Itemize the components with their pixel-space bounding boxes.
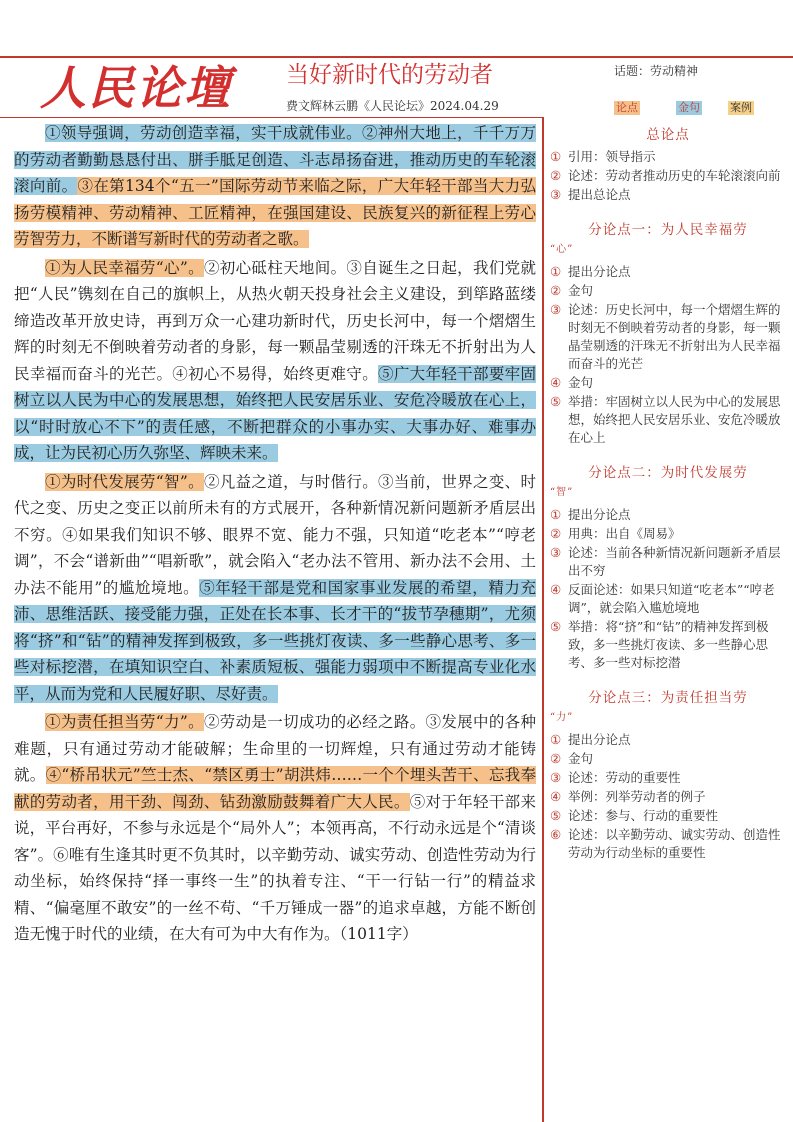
argument-highlight: ④“桥吊状元”竺士杰、“禁区勇士”胡洪炜……一个个埋头苦干、忘我奉献的劳动者，用干劲、闯劲、钻劲激励鼓舞着广大人民。 bbox=[14, 766, 536, 811]
topic-label: 话题：劳动精神 bbox=[614, 64, 699, 78]
item-text: 引用：领导指示 bbox=[568, 149, 656, 164]
annotation-item bbox=[550, 788, 786, 806]
quote-highlight: ⑤广大年轻干部要牢固树立以人民为中心的发展思想，始终把人民安居乐业、安危冷暖放在心上，以“时时放心不下”的责任感，不断把群众的小事办实、大事办好、难事办成，让为民初心历久弥坚、辉映未来。 bbox=[14, 364, 536, 462]
quote-highlight: ⑤年轻干部是党和国家事业发展的希望，精力充沛、思维活跃、接受能力强，正处在长本事、长才干的“拔节孕穗期”，尤须将“挤”和“钻”的精神发挥到极致，多一些挑灯夜读、多一些静心思考、多一些对标挖潜，在填知识空白、补素质短板、强能力弱项中不断提高专业化水平，从而为党和人民履好职、尽好责。 bbox=[14, 578, 536, 703]
item-text: 金句 bbox=[568, 751, 594, 766]
item-number: ④ bbox=[550, 582, 562, 597]
paragraph bbox=[14, 255, 536, 467]
item-number: ④ bbox=[550, 375, 562, 390]
annotation-item bbox=[550, 393, 786, 447]
section-title: 总论点 bbox=[646, 127, 690, 143]
item-number: ① bbox=[550, 507, 562, 522]
item-text: 金句 bbox=[568, 375, 594, 390]
annotation-item bbox=[550, 282, 786, 300]
item-text: 举措：将“挤”和“钻”的精神发挥到极致，多一些挑灯夜读、多一些静心思考、多一些对标挖潜 bbox=[568, 619, 769, 670]
annotation-sidebar bbox=[550, 120, 786, 873]
section-title-suffix: “力” bbox=[550, 712, 574, 723]
legend-quote: 金句 bbox=[678, 101, 700, 114]
annotation-item bbox=[550, 374, 786, 392]
item-number: ① bbox=[550, 264, 562, 279]
item-number: ③ bbox=[550, 187, 562, 202]
annotation-item bbox=[550, 807, 786, 825]
item-number: ③ bbox=[550, 545, 562, 560]
item-text: 金句 bbox=[568, 283, 594, 298]
annotation-item bbox=[550, 506, 786, 524]
legend-case: 案例 bbox=[730, 101, 752, 114]
annotation-item bbox=[550, 525, 786, 543]
article-title: 当好新时代的劳动者 bbox=[286, 62, 493, 88]
header-rule bbox=[0, 56, 793, 58]
item-number: ② bbox=[550, 283, 562, 298]
annotation-item bbox=[550, 263, 786, 281]
annotation-item bbox=[550, 826, 786, 862]
item-number: ⑥ bbox=[550, 827, 562, 842]
section-title: 分论点一：为人民幸福劳 bbox=[588, 222, 748, 238]
argument-highlight: ①为人民幸福劳“心”。 bbox=[45, 258, 204, 277]
annotation-item bbox=[550, 618, 786, 672]
logo: 人民论壇 bbox=[40, 61, 232, 115]
item-text: 论述：参与、行动的重要性 bbox=[568, 808, 719, 823]
annotation-item bbox=[550, 769, 786, 787]
article-body bbox=[14, 120, 536, 950]
item-text: 提出分论点 bbox=[568, 264, 631, 279]
legend-argument: 论点 bbox=[616, 101, 638, 114]
item-text: 论述：以辛勤劳动、诚实劳动、创造性劳动为行动坐标的重要性 bbox=[568, 827, 781, 860]
item-number: ② bbox=[550, 751, 562, 766]
item-text: 反面论述：如果只知道“吃老本”“哼老调”，就会陷入尴尬境地 bbox=[568, 582, 775, 615]
section-title-suffix: “智” bbox=[550, 487, 574, 498]
paragraph bbox=[14, 469, 536, 708]
quote-highlight: ②神州大地上，千千万万的劳动者勤勤恳恳付出、胼手胝足创造、斗志昂扬奋进，推动历史的车轮滚滚向前。 bbox=[14, 124, 536, 195]
body-text: ⑤对于年轻干部来说，平台再好，不参与永远是个“局外人”；本领再高，不行动永远是个“清谈客”。⑥唯有生逢其时更不负其时，以辛勤劳动、诚实劳动、创造性劳动为行动坐标，始终保持“择一事终一生”的执着专注、“干一行钻一行”的精益求精、“偏毫厘不敢安”的一丝不苟、“千万锤成一器”的追求卓越，方能不断创造无愧于时代的业绩，在大有可为中大有作为。（1011字） bbox=[14, 792, 536, 943]
content-rule bbox=[0, 117, 542, 118]
paragraph bbox=[14, 120, 536, 253]
body-text: ②劳动是一切成功的必经之路。③发展中的各种难题，只有通过劳动才能破解；生命里的一切辉煌，只有通过劳动才能铸就。 bbox=[14, 713, 536, 784]
argument-highlight: ③在第134个“五一”国际劳动节来临之际，广大年轻干部当大力弘扬劳模精神、劳动精神、工匠精神，在强国建设、民族复兴的新征程上劳心劳智劳力，不断谱写新时代的劳动者之歌。 bbox=[14, 177, 536, 248]
item-number: ⑤ bbox=[550, 394, 562, 409]
body-text: ②凡益之道，与时偕行。③当前，世界之变、时代之变、历史之变正以前所未有的方式展开，各种新情况新问题新矛盾层出不穷。④如果我们知识不够、眼界不宽、能力不强，只知道“吃老本”“哼老调”，不会“谱新曲”“唱新歌”，就会陷入“老办法不管用、新办法不会用、土办法不能用”的尴尬境地。 bbox=[14, 472, 536, 597]
item-number: ⑤ bbox=[550, 808, 562, 823]
item-text: 用典：出自《周易》 bbox=[568, 526, 681, 541]
item-number: ⑤ bbox=[550, 619, 562, 634]
item-text: 论述：当前各种新情况新问题新矛盾层出不穷 bbox=[568, 545, 781, 578]
item-text: 论述：劳动者推动历史的车轮滚滚向前 bbox=[568, 168, 781, 183]
annotation-item bbox=[550, 167, 786, 185]
argument-highlight: ①为时代发展劳“智”。 bbox=[45, 472, 204, 491]
annotation-item bbox=[550, 731, 786, 749]
byline: 费文辉林云鹏《人民论坛》2024.04.29 bbox=[286, 99, 499, 113]
annotation-item bbox=[550, 301, 786, 373]
item-text: 提出分论点 bbox=[568, 732, 631, 747]
quote-highlight: ①领导强调，劳动创造幸福，实干成就伟业。 bbox=[45, 124, 362, 142]
item-text: 论述：劳动的重要性 bbox=[568, 770, 681, 785]
item-number: ③ bbox=[550, 302, 562, 317]
annotation-item bbox=[550, 581, 786, 617]
item-number: ② bbox=[550, 526, 562, 541]
annotation-item bbox=[550, 750, 786, 768]
item-text: 举措：牢固树立以人民为中心的发展思想，始终把人民安居乐业、安危冷暖放在心上 bbox=[568, 394, 781, 445]
item-text: 提出总论点 bbox=[568, 187, 631, 202]
item-number: ① bbox=[550, 732, 562, 747]
annotation-item bbox=[550, 186, 786, 204]
section-title: 分论点三：为责任担当劳 bbox=[588, 690, 748, 706]
annotation-item bbox=[550, 544, 786, 580]
argument-highlight: ①为责任担当劳“力”。 bbox=[45, 713, 204, 731]
item-number: ③ bbox=[550, 770, 562, 785]
body-text: ②初心砥柱天地间。③自诞生之日起，我们党就把“人民”镌刻在自己的旗帜上，从热火朝天投身社会主义建设，到筚路蓝缕缔造改革开放史诗，再到万众一心建功新时代，历史长河中，每一个熠熠生辉的时刻无不倒映着劳动者的身影，每一颗晶莹剔透的汗珠无不折射出为人民幸福而奋斗的光芒。④初心不易得，始终更难守。 bbox=[14, 258, 536, 383]
item-number: ④ bbox=[550, 789, 562, 804]
section-title: 分论点二：为时代发展劳 bbox=[588, 465, 748, 481]
paragraph bbox=[14, 709, 536, 948]
item-number: ① bbox=[550, 149, 562, 164]
item-text: 论述：历史长河中，每一个熠熠生辉的时刻无不倒映着劳动者的身影，每一颗晶莹剔透的汗珠无不折射出为人民幸福而奋斗的光芒 bbox=[568, 302, 781, 371]
item-number: ② bbox=[550, 168, 562, 183]
item-text: 举例：列举劳动者的例子 bbox=[568, 789, 706, 804]
annotation-item bbox=[550, 148, 786, 166]
section-title-suffix: “心” bbox=[550, 244, 574, 255]
item-text: 提出分论点 bbox=[568, 507, 631, 522]
column-divider bbox=[542, 117, 544, 1122]
